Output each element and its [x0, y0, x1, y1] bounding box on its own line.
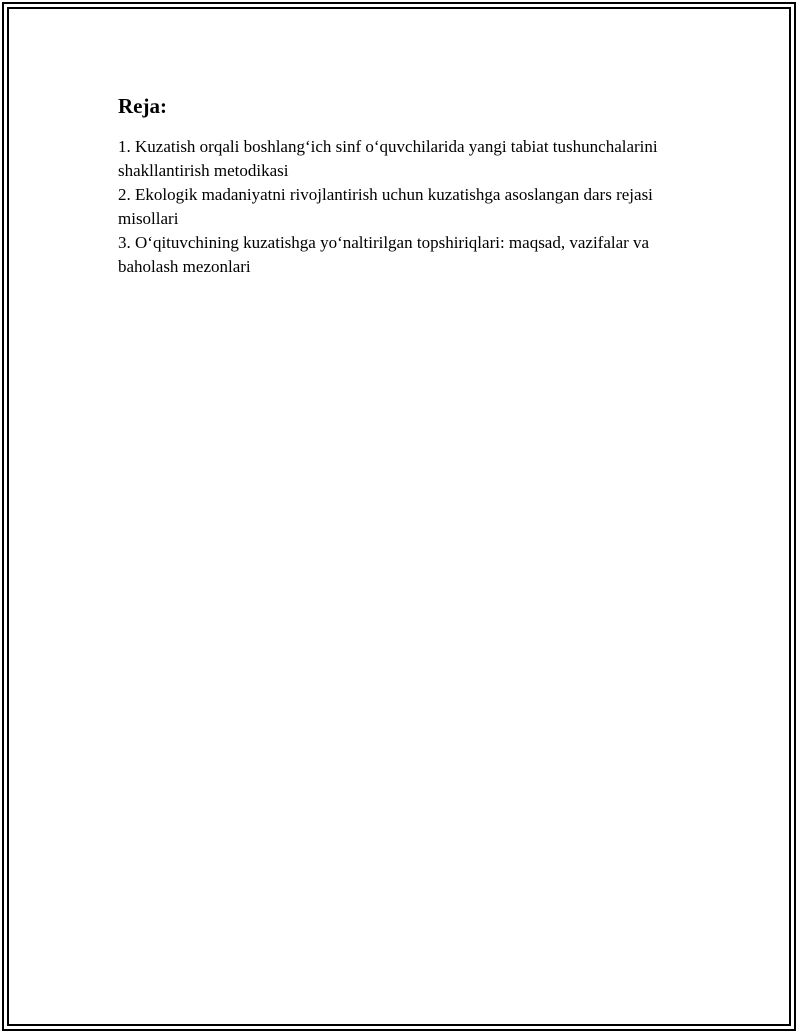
plan-item-2: 2. Ekologik madaniyatni rivojlantirish uchun kuzatishga asoslangan dars rejasi misollari: [118, 185, 653, 228]
plan-item-1: 1. Kuzatish orqali boshlang‘ich sinf o‘quvchilarida yangi tabiat tushunchalarini shakllantirish metodikasi: [118, 137, 658, 180]
document-body: [118, 93, 678, 279]
plan-list: [118, 135, 678, 279]
plan-item-3: 3. O‘qituvchining kuzatishga yo‘naltirilgan topshiriqlari: maqsad, vazifalar va baholash mezonlari: [118, 233, 650, 276]
plan-title: Reja:: [118, 94, 167, 118]
